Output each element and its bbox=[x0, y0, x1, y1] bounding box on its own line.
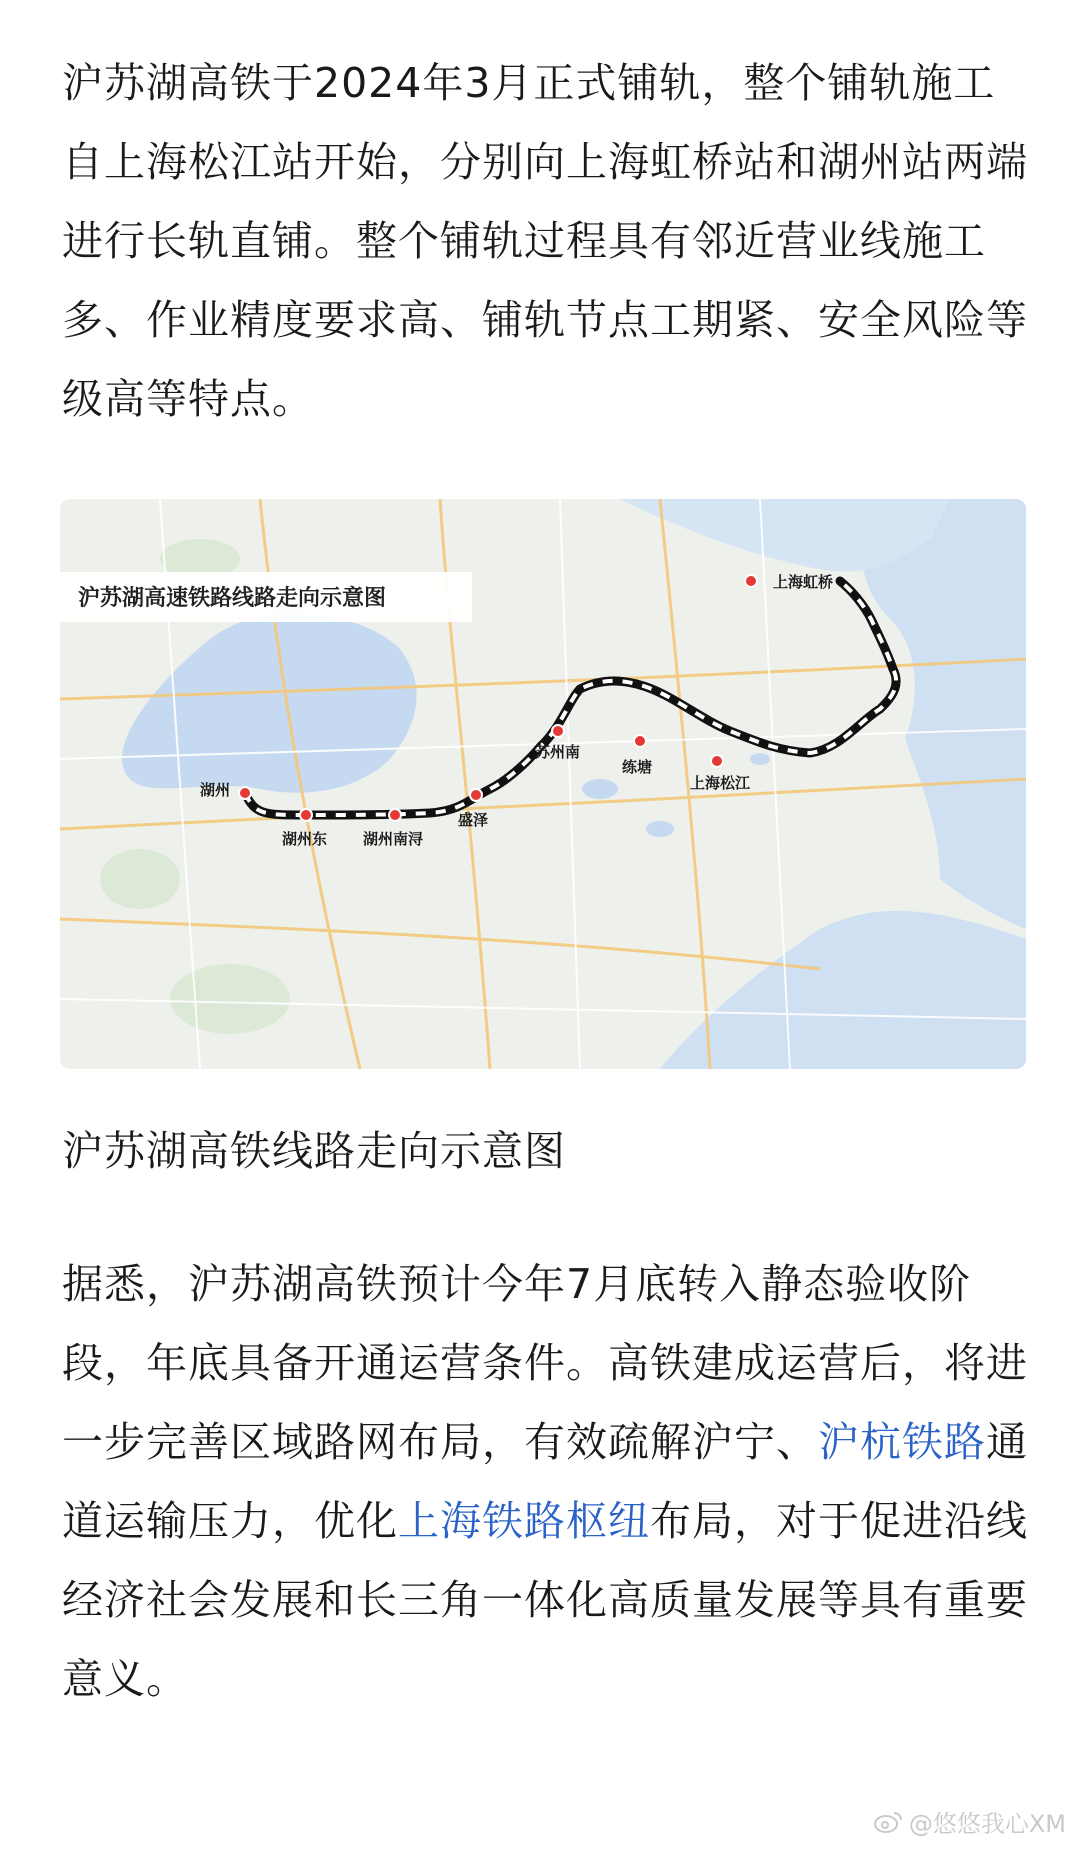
station-label: 上海松江 bbox=[690, 774, 751, 792]
weibo-logo-icon bbox=[873, 1810, 903, 1834]
station-label: 湖州东 bbox=[282, 830, 328, 848]
watermark-text: @悠悠我心XM bbox=[908, 1810, 1066, 1838]
paragraph-text: 通道运输压力，优化 bbox=[62, 1418, 1028, 1545]
station-dot bbox=[389, 809, 401, 821]
station-label: 湖州南浔 bbox=[363, 830, 424, 848]
article-paragraph-1: 沪苏湖高铁于2024年3月正式铺轨，整个铺轨施工自上海松江站开始，分别向上海虹桥站和湖州站两端进行长轨直铺。整个铺轨过程具有邻近营业线施工多、作业精度要求高、铺轨节点工期紧、安全风险等级高等特点。 bbox=[62, 59, 1028, 423]
station-label: 上海虹桥 bbox=[773, 573, 834, 591]
station-dot bbox=[470, 789, 482, 801]
station-dot bbox=[745, 575, 757, 587]
station-dot bbox=[300, 809, 312, 821]
station-dot bbox=[239, 787, 251, 799]
paragraph-text: 布局，对于促进沿线经济社会发展和长三角一体化高质量发展等具有重要意义。 bbox=[62, 1497, 1028, 1703]
paragraph-text: 据悉，沪苏湖高铁预计今年7月底转入静态验收阶段，年底具备开通运营条件。高铁建成运营后，将进一步完善区域路网布局，有效疏解沪宁、 bbox=[62, 1260, 1028, 1466]
station-dot bbox=[552, 725, 564, 737]
station-label: 湖州 bbox=[200, 781, 231, 799]
article-paragraph-2 bbox=[62, 1245, 1028, 1719]
station-label: 苏州南 bbox=[535, 743, 581, 761]
station-label: 练塘 bbox=[622, 758, 653, 776]
link-huhang-railway[interactable]: 沪杭铁路 bbox=[818, 1418, 986, 1466]
link-shanghai-railway-hub[interactable]: 上海铁路枢纽 bbox=[398, 1497, 650, 1545]
station-dot bbox=[634, 735, 646, 747]
map-title: 沪苏湖高速铁路线路走向示意图 bbox=[78, 585, 387, 611]
watermark bbox=[873, 1804, 1066, 1839]
station-label: 盛泽 bbox=[458, 811, 489, 829]
station-dot bbox=[711, 755, 723, 767]
route-map-image bbox=[60, 499, 1026, 1069]
image-caption: 沪苏湖高铁线路走向示意图 bbox=[62, 1127, 566, 1175]
